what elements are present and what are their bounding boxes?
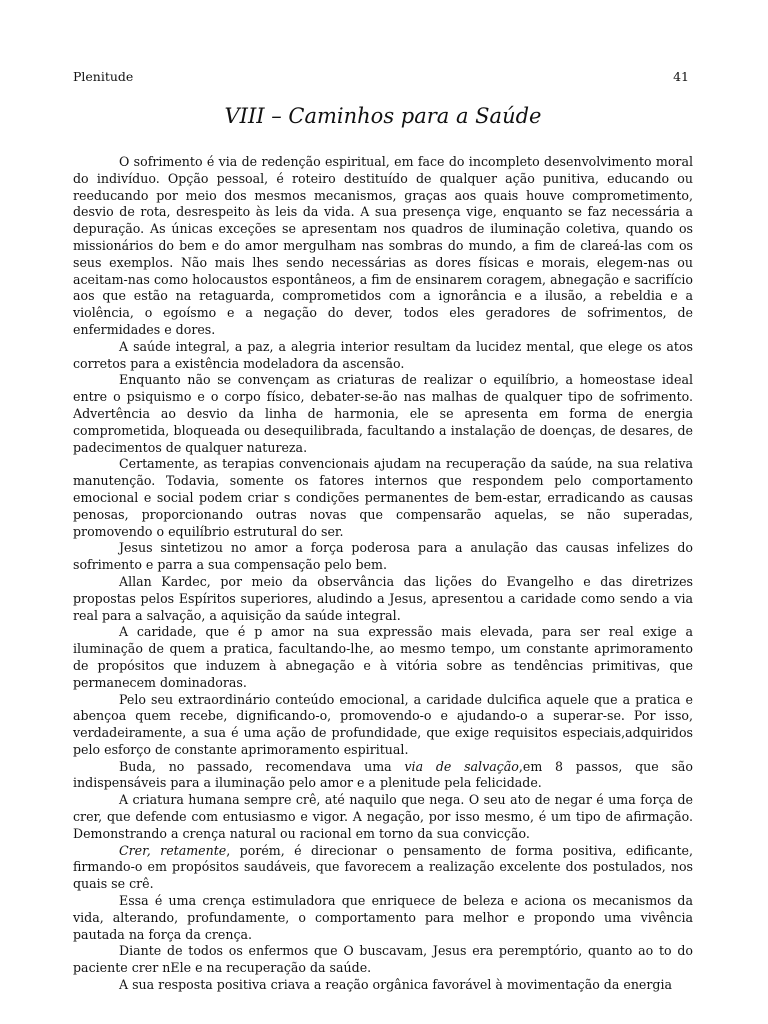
paragraph-text: , porém, é direcionar o pensamento de forma positiva, edificante, firmando-o em propósitos saudáveis, que favorecem a realização excelente dos postulados, nos quais se crê. — [73, 842, 693, 892]
italic-term: Crer, retamente — [119, 842, 227, 858]
paragraph: Allan Kardec, por meio da observância das lições do Evangelho e das diretrizes propostas pelos Espíritos superiores, aludindo a Jesus, apresentou a caridade como sendo a via real para a salvação, a aquisição da saúde integral. — [73, 573, 693, 623]
paragraph: Diante de todos os enfermos que O buscavam, Jesus era peremptório, quanto ao to do paciente crer nEle e na recuperação da saúde. — [73, 943, 693, 976]
paragraph-text: ,em 8 passos, que são indispensáveis para a iluminação pelo amor e a plenitude pela felicidade. — [73, 758, 693, 791]
paragraph: Enquanto não se convençam as criaturas de realizar o equilíbrio, a homeostase ideal entre o psiquismo e o corpo físico, debater-se-ão nas malhas de qualquer tipo de sofrimento. Advertência ao desvio da linha de harmonia, ele se apresenta em forma de energia comprometida, bloqueada ou desequilibrada, facultando a instalação de doenças, de desares, de padecimentos de qualquer natureza. — [73, 372, 693, 455]
chapter-body — [73, 154, 693, 994]
paragraph: Essa é uma crença estimuladora que enriquece de beleza e aciona os mecanismos da vida, alterando, profundamente, o comportamento para melhor e propondo uma vivência pautada na força da crença. — [73, 893, 693, 942]
page-number: 41 — [673, 69, 689, 84]
italic-term: via de salvação — [404, 758, 519, 774]
paragraph: Jesus sintetizou no amor a força poderosa para a anulação das causas infelizes do sofrimento e parra a sua compensação pelo bem. — [73, 540, 693, 573]
paragraph: Pelo seu extraordinário conteúdo emocional, a caridade dulcifica aquele que a pratica e abençoa quem recebe, dignificando-o, promovendo-o e ajudando-o a superar-se. Por isso, verdadeiramente, a sua é uma ação de profundidade, que exige requisitos especiais,adquiridos pelo esforço de constante aprimoramento espiritual. — [73, 691, 693, 757]
paragraph: Certamente, as terapias convencionais ajudam na recuperação da saúde, na sua relativa manutenção. Todavia, somente os fatores internos que respondem pelo comportamento emocional e social podem criar s condições permanentes de bem-estar, erradicando as causas penosas, proporcionando outras novas que compensarão aquelas, se não superadas, promovendo o equilíbrio estrutural do ser. — [73, 456, 693, 539]
paragraph: A saúde integral, a paz, a alegria interior resultam da lucidez mental, que elege os atos corretos para a existência modeladora da ascensão. — [73, 338, 693, 371]
paragraph: A caridade, que é p amor na sua expressão mais elevada, para ser real exige a iluminação de quem a pratica, facultando-lhe, ao mesmo tempo, um constante aprimoramento de propósitos que induzem à abnegação e à vitória sobre as tendências primitivas, que permanecem dominadoras. — [73, 624, 693, 690]
running-head-book-title: Plenitude — [73, 69, 134, 84]
chapter-title: VIII – Caminhos para a Saúde — [224, 104, 542, 128]
paragraph-text: Buda, no passado, recomendava uma — [119, 758, 405, 774]
paragraph — [73, 759, 693, 793]
page-header — [73, 69, 689, 85]
paragraph — [73, 843, 693, 893]
paragraph: A criatura humana sempre crê, até naquilo que nega. O seu ato de negar é uma força de crer, que defende com entusiasmo e vigor. A negação, por isso mesmo, é um tipo de afirmação. Demonstrando a crença natural ou racional em torno da sua convicção. — [73, 792, 693, 841]
paragraph: O sofrimento é via de redenção espiritual, em face do incompleto desenvolvimento moral do indivíduo. Opção pessoal, é roteiro destituído de qualquer ação punitiva, educando ou reeducando por meio dos mesmos mecanismos, graças aos quais houve comprometimento, desvio de rota, desrespeito às leis da vida. A sua presença vige, enquanto se faz necessária a depuração. As únicas exceções se apresentam nos quadros de iluminação coletiva, quando os missionários do bem e do amor mergulham nas sombras do mundo, a fim de clareá-las com os seus exemplos. Não mais lhes sendo necessárias as dores físicas e morais, elegem-nas ou aceitam-nas como holocaustos espontâneos, a fim de ensinarem coragem, abnegação e sacrifício aos que estão na retaguarda, comprometidos com a ignorância e a ilusão, a rebeldia e a violência, o egoísmo e a negação do dever, todos eles geradores de sofrimentos, de enfermidades e dores. — [73, 154, 693, 337]
paragraph: A sua resposta positiva criava a reação orgânica favorável à movimentação da energia — [119, 977, 672, 993]
